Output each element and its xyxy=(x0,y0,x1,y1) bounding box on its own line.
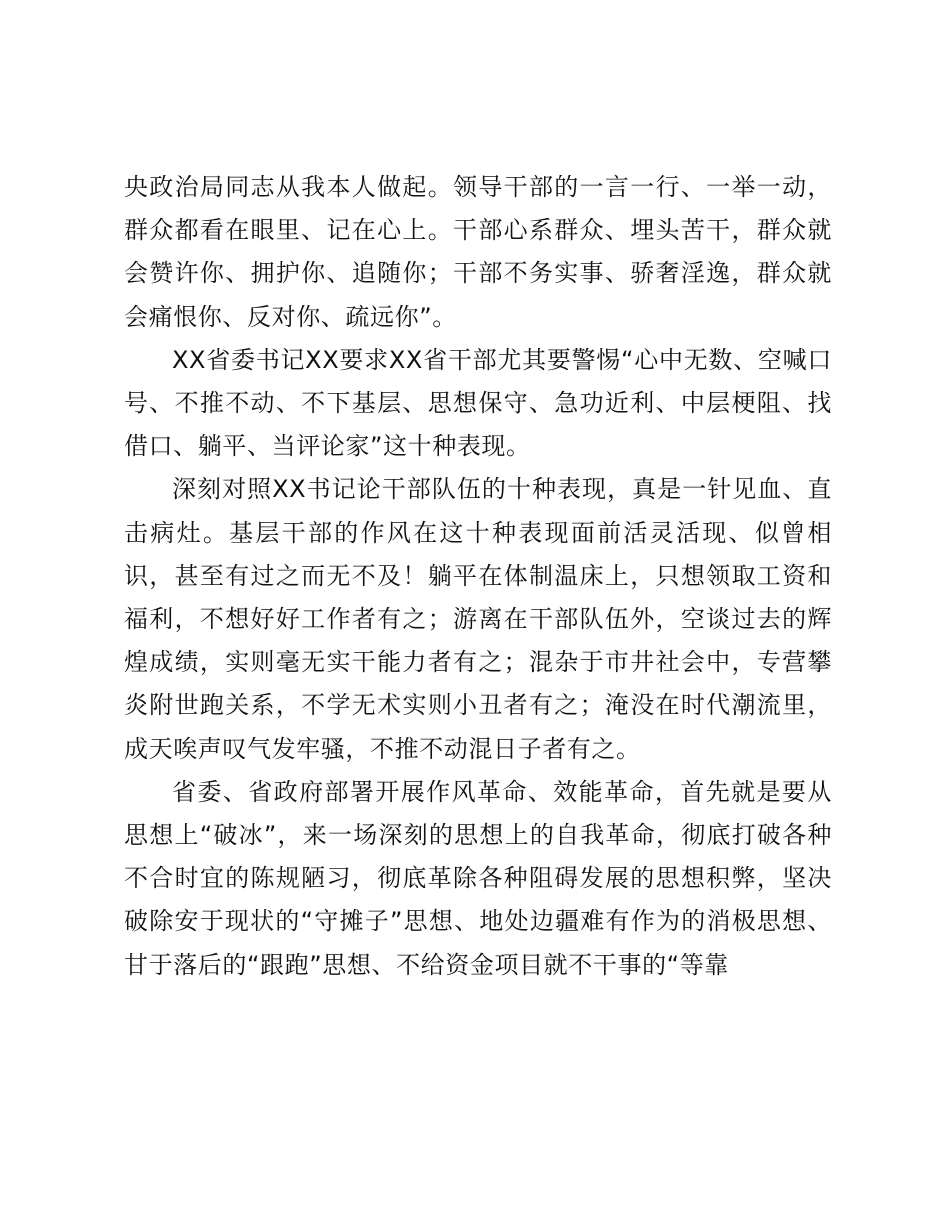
paragraph-1: 央政治局同志从我本人做起。领导干部的一言一行、一举一动，群众都看在眼里、记在心上。干部心系群众、埋头苦干，群众就会赞许你、拥护你、追随你；干部不务实事、骄奢淫逸，群众就会痛恨你、反对你、疏远你”。 xyxy=(124,173,832,331)
paragraph-4: 省委、省政府部署开展作风革命、效能革命，首先就是要从思想上“破冰”，来一场深刻的思想上的自我革命，彻底打破各种不合时宜的陈规陋习，彻底革除各种阻碍发展的思想积弊，坚决破除安于现状的“守摊子”思想、地处边疆难有作为的消极思想、甘于落后的“跟跑”思想、不给资金项目就不干事的“等靠 xyxy=(124,777,832,979)
paragraph-2: XX省委书记XX要求XX省干部尤其要警惕“心中无数、空喊口号、不推不动、不下基层、思想保守、急功近利、中层梗阻、找借口、躺平、当评论家”这十种表现。 xyxy=(124,345,832,461)
paragraph-3: 深刻对照XX书记论干部队伍的十种表现，真是一针见血、直击病灶。基层干部的作风在这十种表现面前活灵活现、似曾相识，甚至有过之而无不及！躺平在体制温床上，只想领取工资和福利，不想好好工作者有之；游离在干部队伍外，空谈过去的辉煌成绩，实则毫无实干能力者有之；混杂于市井社会中，专营攀炎附世跑关系，不学无术实则小丑者有之；淹没在时代潮流里，成天唉声叹气发牢骚，不推不动混日子者有之。 xyxy=(124,475,832,763)
document-body xyxy=(124,166,832,987)
